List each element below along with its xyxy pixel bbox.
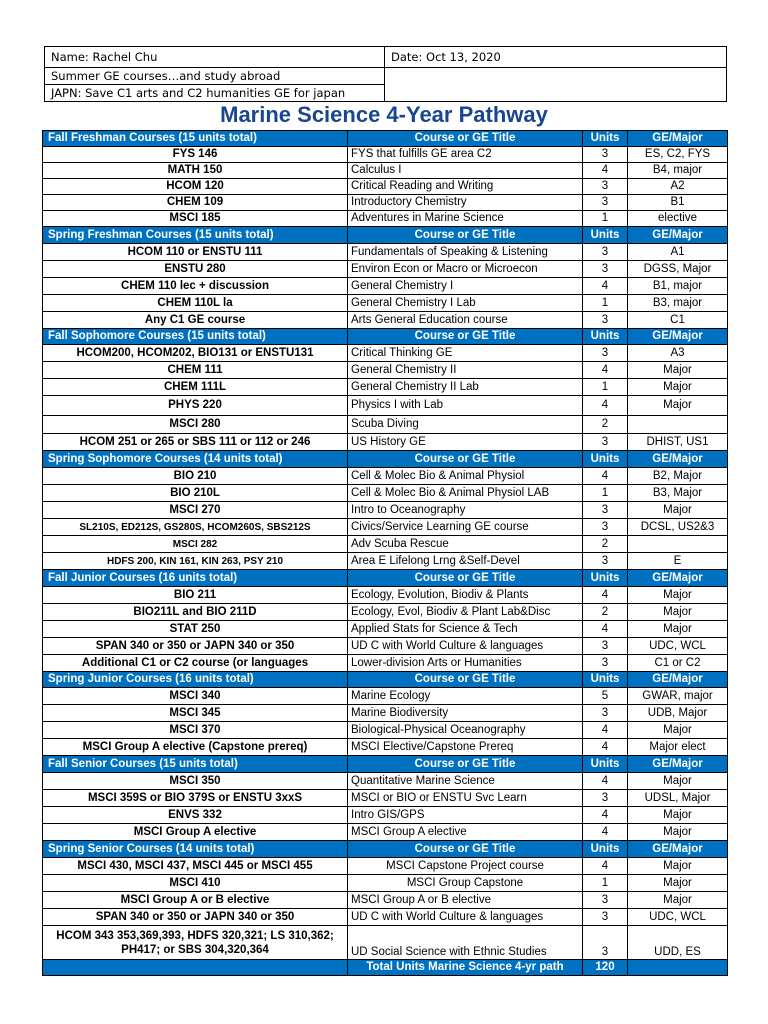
course-code: Any C1 GE course xyxy=(43,312,348,329)
section-label: Spring Senior Courses (14 units total) xyxy=(43,841,348,858)
course-ge-major: A2 xyxy=(628,179,728,195)
course-ge-major: A1 xyxy=(628,244,728,261)
course-ge-major: Major xyxy=(628,502,728,519)
note-japn: JAPN: Save C1 arts and C2 humanities GE for japan xyxy=(45,85,385,102)
col-units-header: Units xyxy=(583,451,628,468)
col-title-header: Course or GE Title xyxy=(348,451,583,468)
course-title: Marine Biodiversity xyxy=(348,705,583,722)
course-ge-major: A3 xyxy=(628,345,728,362)
course-ge-major: Major elect xyxy=(628,739,728,756)
course-title: Adv Scuba Rescue xyxy=(348,536,583,553)
course-title: Scuba Diving xyxy=(348,416,583,434)
course-code: HDFS 200, KIN 161, KIN 263, PSY 210 xyxy=(43,553,348,570)
course-row xyxy=(43,638,728,655)
course-row xyxy=(43,379,728,396)
course-units: 4 xyxy=(583,773,628,790)
course-row xyxy=(43,211,728,227)
course-title: Intro GIS/GPS xyxy=(348,807,583,824)
total-units: 120 xyxy=(583,960,628,976)
section-header-row xyxy=(43,131,728,147)
course-row xyxy=(43,345,728,362)
course-title: Marine Ecology xyxy=(348,688,583,705)
col-units-header: Units xyxy=(583,841,628,858)
course-units: 4 xyxy=(583,807,628,824)
course-row xyxy=(43,536,728,553)
col-ge-header: GE/Major xyxy=(628,570,728,587)
course-code: PHYS 220 xyxy=(43,396,348,416)
course-ge-major: B1 xyxy=(628,195,728,211)
col-units-header: Units xyxy=(583,570,628,587)
course-title: Quantitative Marine Science xyxy=(348,773,583,790)
course-code: BIO 211 xyxy=(43,587,348,604)
course-ge-major: Major xyxy=(628,858,728,875)
course-row xyxy=(43,824,728,841)
course-ge-major: GWAR, major xyxy=(628,688,728,705)
course-code: MSCI 430, MSCI 437, MSCI 445 or MSCI 455 xyxy=(43,858,348,875)
course-title: Arts General Education course xyxy=(348,312,583,329)
course-ge-major: DGSS, Major xyxy=(628,261,728,278)
course-code: MSCI Group A elective (Capstone prereq) xyxy=(43,739,348,756)
section-label: Fall Freshman Courses (15 units total) xyxy=(43,131,348,147)
course-ge-major: Major xyxy=(628,824,728,841)
course-ge-major: Major xyxy=(628,722,728,739)
course-code: MSCI 185 xyxy=(43,211,348,227)
total-label: Total Units Marine Science 4-yr path xyxy=(348,960,583,976)
col-title-header: Course or GE Title xyxy=(348,570,583,587)
course-row xyxy=(43,312,728,329)
course-title: Fundamentals of Speaking & Listening xyxy=(348,244,583,261)
course-ge-major: Major xyxy=(628,773,728,790)
col-units-header: Units xyxy=(583,227,628,244)
course-title: UD C with World Culture & languages xyxy=(348,909,583,926)
course-code: CHEM 111 xyxy=(43,362,348,379)
course-units: 3 xyxy=(583,519,628,536)
section-label: Fall Senior Courses (15 units total) xyxy=(43,756,348,773)
course-ge-major: UDD, ES xyxy=(628,926,728,960)
course-row xyxy=(43,502,728,519)
course-row xyxy=(43,739,728,756)
course-code: SPAN 340 or 350 or JAPN 340 or 350 xyxy=(43,638,348,655)
course-row xyxy=(43,688,728,705)
course-ge-major: Major xyxy=(628,892,728,909)
course-title: MSCI Capstone Project course xyxy=(348,858,583,875)
course-row xyxy=(43,195,728,211)
course-row xyxy=(43,892,728,909)
course-units: 1 xyxy=(583,295,628,312)
col-title-header: Course or GE Title xyxy=(348,329,583,345)
course-code: ENSTU 280 xyxy=(43,261,348,278)
section-header-row xyxy=(43,756,728,773)
col-title-header: Course or GE Title xyxy=(348,131,583,147)
col-units-header: Units xyxy=(583,756,628,773)
course-ge-major: DHIST, US1 xyxy=(628,434,728,451)
course-units: 2 xyxy=(583,536,628,553)
section-header-row xyxy=(43,672,728,688)
course-ge-major: B1, major xyxy=(628,278,728,295)
course-title: Cell & Molec Bio & Animal Physiol xyxy=(348,468,583,485)
course-units: 3 xyxy=(583,655,628,672)
course-code: ENVS 332 xyxy=(43,807,348,824)
course-title: Introductory Chemistry xyxy=(348,195,583,211)
course-title: MSCI Group Capstone xyxy=(348,875,583,892)
course-code: CHEM 110L la xyxy=(43,295,348,312)
course-row xyxy=(43,179,728,195)
col-ge-header: GE/Major xyxy=(628,841,728,858)
section-label: Spring Freshman Courses (15 units total) xyxy=(43,227,348,244)
course-title: Critical Thinking GE xyxy=(348,345,583,362)
course-row xyxy=(43,705,728,722)
course-ge-major: E xyxy=(628,553,728,570)
course-units: 4 xyxy=(583,858,628,875)
course-code: MSCI 270 xyxy=(43,502,348,519)
course-code: MSCI Group A or B elective xyxy=(43,892,348,909)
course-title: General Chemistry I Lab xyxy=(348,295,583,312)
course-units: 1 xyxy=(583,379,628,396)
course-title: Environ Econ or Macro or Microecon xyxy=(348,261,583,278)
course-ge-major: C1 or C2 xyxy=(628,655,728,672)
course-code: MSCI 340 xyxy=(43,688,348,705)
course-title: Cell & Molec Bio & Animal Physiol LAB xyxy=(348,485,583,502)
course-code: SL210S, ED212S, GS280S, HCOM260S, SBS212S xyxy=(43,519,348,536)
course-title: FYS that fulfills GE area C2 xyxy=(348,147,583,163)
page-title: Marine Science 4-Year Pathway xyxy=(220,102,548,127)
student-name: Name: Rachel Chu xyxy=(45,47,385,68)
course-row xyxy=(43,261,728,278)
course-ge-major: B3, Major xyxy=(628,485,728,502)
course-units: 3 xyxy=(583,179,628,195)
course-units: 1 xyxy=(583,485,628,502)
course-code: MSCI 359S or BIO 379S or ENSTU 3xxS xyxy=(43,790,348,807)
col-ge-header: GE/Major xyxy=(628,756,728,773)
course-code: MATH 150 xyxy=(43,163,348,179)
course-code: HCOM 110 or ENSTU 111 xyxy=(43,244,348,261)
course-ge-major: ES, C2, FYS xyxy=(628,147,728,163)
course-ge-major: Major xyxy=(628,875,728,892)
course-ge-major: UDSL, Major xyxy=(628,790,728,807)
course-row xyxy=(43,875,728,892)
pathway-table xyxy=(42,130,728,976)
course-code: MSCI Group A elective xyxy=(43,824,348,841)
course-ge-major: B2, Major xyxy=(628,468,728,485)
total-blank xyxy=(628,960,728,976)
total-spacer xyxy=(43,960,348,976)
course-units: 3 xyxy=(583,147,628,163)
course-title: Intro to Oceanography xyxy=(348,502,583,519)
course-units: 4 xyxy=(583,278,628,295)
course-row xyxy=(43,295,728,312)
course-units: 4 xyxy=(583,468,628,485)
section-header-row xyxy=(43,329,728,345)
course-units: 3 xyxy=(583,345,628,362)
col-ge-header: GE/Major xyxy=(628,672,728,688)
course-row xyxy=(43,163,728,179)
course-row xyxy=(43,468,728,485)
course-units: 3 xyxy=(583,790,628,807)
course-code: SPAN 340 or 350 or JAPN 340 or 350 xyxy=(43,909,348,926)
col-ge-header: GE/Major xyxy=(628,227,728,244)
course-units: 4 xyxy=(583,362,628,379)
course-row xyxy=(43,655,728,672)
course-row xyxy=(43,587,728,604)
course-units: 3 xyxy=(583,502,628,519)
course-units: 3 xyxy=(583,244,628,261)
course-row xyxy=(43,621,728,638)
course-units: 3 xyxy=(583,638,628,655)
course-units: 1 xyxy=(583,211,628,227)
course-title: MSCI Group A elective xyxy=(348,824,583,841)
course-units: 3 xyxy=(583,909,628,926)
course-code: CHEM 111L xyxy=(43,379,348,396)
course-units: 4 xyxy=(583,396,628,416)
course-ge-major: C1 xyxy=(628,312,728,329)
course-units: 4 xyxy=(583,722,628,739)
course-row xyxy=(43,362,728,379)
course-row xyxy=(43,519,728,536)
course-title: Adventures in Marine Science xyxy=(348,211,583,227)
course-row xyxy=(43,807,728,824)
course-row xyxy=(43,722,728,739)
course-ge-major: B4, major xyxy=(628,163,728,179)
col-title-header: Course or GE Title xyxy=(348,227,583,244)
course-code: HCOM 343 353,369,393, HDFS 320,321; LS 310,362; PH417; or SBS 304,320,364 xyxy=(43,926,348,960)
course-units: 2 xyxy=(583,416,628,434)
course-row xyxy=(43,773,728,790)
course-code: MSCI 345 xyxy=(43,705,348,722)
course-row xyxy=(43,416,728,434)
course-row xyxy=(43,553,728,570)
course-title: Civics/Service Learning GE course xyxy=(348,519,583,536)
course-units: 4 xyxy=(583,739,628,756)
course-title: US History GE xyxy=(348,434,583,451)
course-units: 3 xyxy=(583,434,628,451)
course-units: 4 xyxy=(583,163,628,179)
course-row xyxy=(43,909,728,926)
course-units: 3 xyxy=(583,195,628,211)
course-units: 3 xyxy=(583,312,628,329)
course-code: CHEM 110 lec + discussion xyxy=(43,278,348,295)
course-title: Biological-Physical Oceanography xyxy=(348,722,583,739)
course-ge-major: Major xyxy=(628,379,728,396)
total-row xyxy=(43,960,728,976)
course-code: STAT 250 xyxy=(43,621,348,638)
course-code: HCOM 120 xyxy=(43,179,348,195)
course-code: MSCI 350 xyxy=(43,773,348,790)
course-ge-major: Major xyxy=(628,587,728,604)
plan-date: Date: Oct 13, 2020 xyxy=(385,47,727,68)
info-blank-cell xyxy=(385,68,727,102)
section-label: Fall Sophomore Courses (15 units total) xyxy=(43,329,348,345)
course-ge-major: Major xyxy=(628,807,728,824)
course-title: Ecology, Evolution, Biodiv & Plants xyxy=(348,587,583,604)
course-row xyxy=(43,278,728,295)
course-code: CHEM 109 xyxy=(43,195,348,211)
course-ge-major: B3, major xyxy=(628,295,728,312)
course-title: MSCI Group A or B elective xyxy=(348,892,583,909)
course-ge-major xyxy=(628,416,728,434)
course-title: MSCI Elective/Capstone Prereq xyxy=(348,739,583,756)
course-ge-major xyxy=(628,536,728,553)
course-row xyxy=(43,485,728,502)
course-code: BIO211L and BIO 211D xyxy=(43,604,348,621)
section-label: Spring Sophomore Courses (14 units total) xyxy=(43,451,348,468)
col-ge-header: GE/Major xyxy=(628,329,728,345)
course-code: HCOM200, HCOM202, BIO131 or ENSTU131 xyxy=(43,345,348,362)
col-title-header: Course or GE Title xyxy=(348,756,583,773)
course-row xyxy=(43,790,728,807)
course-title: Applied Stats for Science & Tech xyxy=(348,621,583,638)
note-summer: Summer GE courses…and study abroad xyxy=(45,68,385,85)
course-title: Physics I with Lab xyxy=(348,396,583,416)
course-code: MSCI 280 xyxy=(43,416,348,434)
course-ge-major: Major xyxy=(628,362,728,379)
course-title: Lower-division Arts or Humanities xyxy=(348,655,583,672)
col-units-header: Units xyxy=(583,329,628,345)
course-title: MSCI or BIO or ENSTU Svc Learn xyxy=(348,790,583,807)
col-units-header: Units xyxy=(583,131,628,147)
section-header-row xyxy=(43,451,728,468)
course-ge-major: UDB, Major xyxy=(628,705,728,722)
course-title: General Chemistry II Lab xyxy=(348,379,583,396)
course-code: HCOM 251 or 265 or SBS 111 or 112 or 246 xyxy=(43,434,348,451)
col-title-header: Course or GE Title xyxy=(348,841,583,858)
course-code: Additional C1 or C2 course (or languages xyxy=(43,655,348,672)
course-units: 3 xyxy=(583,553,628,570)
course-title: Ecology, Evol, Biodiv & Plant Lab&Disc xyxy=(348,604,583,621)
course-code: MSCI 282 xyxy=(43,536,348,553)
course-units: 3 xyxy=(583,261,628,278)
course-ge-major: UDC, WCL xyxy=(628,638,728,655)
course-row xyxy=(43,244,728,261)
course-title: General Chemistry II xyxy=(348,362,583,379)
col-ge-header: GE/Major xyxy=(628,131,728,147)
course-row xyxy=(43,858,728,875)
section-header-row xyxy=(43,841,728,858)
course-code: BIO 210 xyxy=(43,468,348,485)
student-info-table xyxy=(44,46,727,102)
course-ge-major: Major xyxy=(628,396,728,416)
course-title: Critical Reading and Writing xyxy=(348,179,583,195)
col-title-header: Course or GE Title xyxy=(348,672,583,688)
course-code: MSCI 410 xyxy=(43,875,348,892)
course-units: 1 xyxy=(583,875,628,892)
section-header-row xyxy=(43,227,728,244)
col-ge-header: GE/Major xyxy=(628,451,728,468)
course-ge-major: Major xyxy=(628,604,728,621)
course-row xyxy=(43,926,728,960)
course-units: 4 xyxy=(583,824,628,841)
course-row xyxy=(43,604,728,621)
course-units: 2 xyxy=(583,604,628,621)
course-code: BIO 210L xyxy=(43,485,348,502)
section-header-row xyxy=(43,570,728,587)
course-code: FYS 146 xyxy=(43,147,348,163)
course-title: General Chemistry I xyxy=(348,278,583,295)
course-ge-major: elective xyxy=(628,211,728,227)
course-ge-major: UDC, WCL xyxy=(628,909,728,926)
course-units: 4 xyxy=(583,587,628,604)
section-label: Fall Junior Courses (16 units total) xyxy=(43,570,348,587)
course-title: Area E Lifelong Lrng &Self-Devel xyxy=(348,553,583,570)
course-code: MSCI 370 xyxy=(43,722,348,739)
section-label: Spring Junior Courses (16 units total) xyxy=(43,672,348,688)
course-units: 4 xyxy=(583,621,628,638)
col-units-header: Units xyxy=(583,672,628,688)
course-row xyxy=(43,434,728,451)
course-row xyxy=(43,396,728,416)
course-units: 3 xyxy=(583,892,628,909)
course-row xyxy=(43,147,728,163)
course-ge-major: Major xyxy=(628,621,728,638)
course-units: 3 xyxy=(583,926,628,960)
course-units: 5 xyxy=(583,688,628,705)
course-title: UD Social Science with Ethnic Studies xyxy=(348,926,583,960)
course-ge-major: DCSL, US2&3 xyxy=(628,519,728,536)
course-units: 3 xyxy=(583,705,628,722)
course-title: UD C with World Culture & languages xyxy=(348,638,583,655)
course-title: Calculus I xyxy=(348,163,583,179)
